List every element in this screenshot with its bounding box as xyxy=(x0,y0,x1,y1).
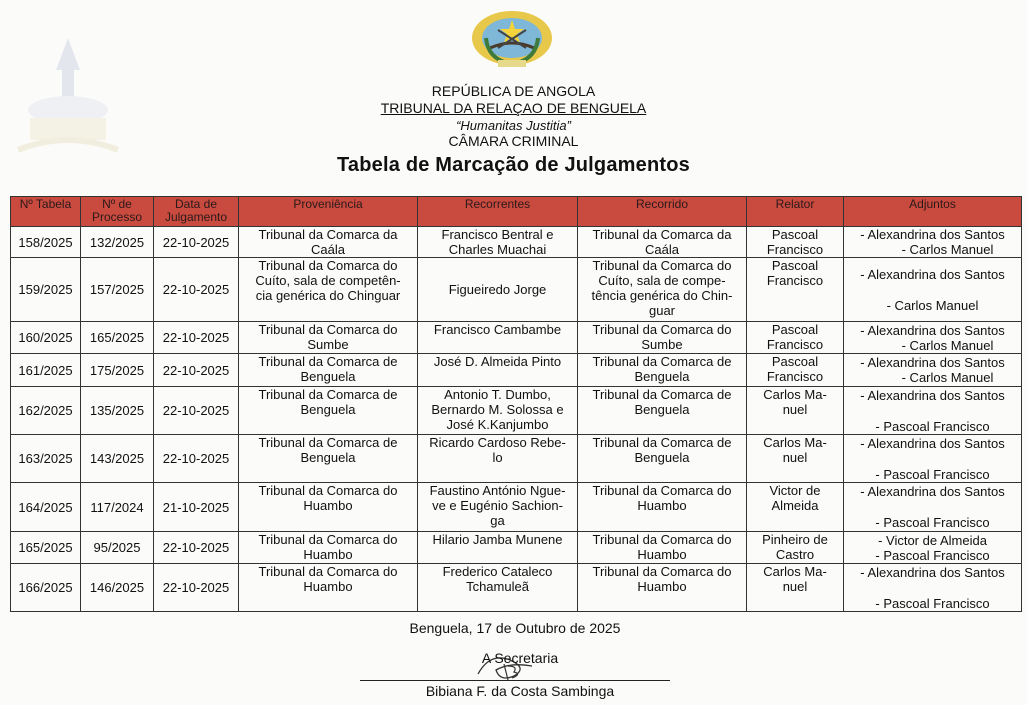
chamber-name: CÂMARA CRIMINAL xyxy=(448,133,579,149)
cell-adjuntos xyxy=(844,227,1022,258)
cell-relator xyxy=(747,435,844,483)
cell-proveniencia-line: Tribunal da Comarca do xyxy=(258,564,398,579)
cell-recorrentes xyxy=(418,564,578,612)
cell-recorrentes-line: Francisco Cambambe xyxy=(433,322,562,337)
cell-recorrentes-line: Bernardo M. Solossa e xyxy=(431,402,564,417)
cell-recorrido xyxy=(578,227,747,258)
cell-recorrido-line: Huambo xyxy=(637,579,687,594)
cell-proveniencia xyxy=(239,435,418,483)
table-row xyxy=(11,322,1022,354)
cell-data: 22-10-2025 xyxy=(154,532,239,564)
cell-relator-line: Francisco xyxy=(766,337,824,352)
cell-recorrido-line: tência genérica do Chin- xyxy=(591,288,733,303)
cell-proveniencia-line: cia genérica do Chinguar xyxy=(255,288,401,303)
adjunto-name: - Carlos Manuel xyxy=(901,242,994,257)
cell-proveniencia-line: Tribunal da Comarca do xyxy=(258,483,398,498)
cell-proveniencia-line: Tribunal da Comarca do xyxy=(258,532,398,547)
col-header-recorrido: Recorrido xyxy=(578,197,747,227)
cell-proveniencia xyxy=(239,564,418,612)
cell-processo: 143/2025 xyxy=(81,435,154,483)
cell-adjuntos xyxy=(844,483,1022,532)
cell-relator-line: nuel xyxy=(782,450,808,465)
cell-proveniencia-line: Tribunal da Comarca de xyxy=(258,387,398,402)
cell-recorrido-line: Tribunal da Comarca do xyxy=(592,532,732,547)
cell-proveniencia xyxy=(239,354,418,387)
schedule-table xyxy=(10,196,1022,612)
cell-recorrentes-line: José D. Almeida Pinto xyxy=(433,354,562,369)
table-row xyxy=(11,227,1022,258)
cell-processo: 135/2025 xyxy=(81,387,154,435)
cell-relator xyxy=(747,227,844,258)
cell-proveniencia xyxy=(239,322,418,354)
angola-emblem-icon xyxy=(468,8,556,70)
cell-data: 22-10-2025 xyxy=(154,258,239,322)
cell-proveniencia-line: Tribunal da Comarca de xyxy=(258,354,398,369)
cell-recorrentes xyxy=(418,227,578,258)
cell-recorrido-line: Caála xyxy=(645,242,679,257)
cell-data: 22-10-2025 xyxy=(154,564,239,612)
cell-proveniencia-line: Cuíto, sala de competên- xyxy=(255,273,401,288)
cell-recorrido-line: guar xyxy=(648,303,676,318)
cell-proveniencia-line: Tribunal da Comarca do xyxy=(258,322,398,337)
cell-recorrentes xyxy=(418,354,578,387)
cell-recorrido-line: Tribunal da Comarca de xyxy=(592,354,732,369)
adjunto-name: - Alexandrina dos Santos xyxy=(860,387,1005,403)
cell-recorrentes-line: lo xyxy=(492,450,503,465)
cell-proveniencia-line: Sumbe xyxy=(307,337,349,352)
cell-relator-line: nuel xyxy=(782,402,808,417)
adjunto-name: - Alexandrina dos Santos xyxy=(860,484,1005,499)
cell-recorrido xyxy=(578,564,747,612)
cell-recorrido-line: Tribunal da Comarca do xyxy=(592,322,732,337)
cell-recorrido-line: Tribunal da Comarca da xyxy=(592,227,732,242)
cell-recorrido-line: Tribunal da Comarca do xyxy=(592,483,732,498)
cell-proveniencia xyxy=(239,532,418,564)
page-title: Tabela de Marcação de Julgamentos xyxy=(336,154,691,176)
cell-recorrido xyxy=(578,354,747,387)
col-header-tabela: Nº Tabela xyxy=(11,197,81,227)
court-motto: “Humanitas Justitia” xyxy=(456,118,571,133)
cell-recorrentes-line: Charles Muachai xyxy=(448,242,547,257)
cell-recorrido-line: Tribunal da Comarca do xyxy=(592,564,732,579)
cell-tabela: 166/2025 xyxy=(11,564,81,612)
cell-data: 22-10-2025 xyxy=(154,387,239,435)
cell-recorrentes-line: ve e Eugénio Sachion- xyxy=(432,498,563,513)
cell-relator-line: Pinheiro de xyxy=(762,532,828,547)
cell-relator-line: Carlos Ma- xyxy=(763,435,827,450)
cell-processo: 117/2024 xyxy=(81,483,154,532)
cell-proveniencia-line: Tribunal da Comarca de xyxy=(258,435,398,450)
cell-proveniencia-line: Benguela xyxy=(300,402,356,417)
table-row xyxy=(11,387,1022,435)
cell-recorrentes-line: Faustino António Ngue- xyxy=(429,483,566,498)
cell-recorrido-line: Cuíto, sala de compe- xyxy=(598,273,726,288)
cell-recorrido xyxy=(578,322,747,354)
cell-relator-line: Pascoal xyxy=(771,227,819,242)
cell-processo: 157/2025 xyxy=(81,258,154,322)
cell-adjuntos xyxy=(844,354,1022,387)
cell-recorrido-line: Benguela xyxy=(634,369,690,384)
cell-relator-line: Almeida xyxy=(771,498,819,513)
adjunto-name: - Pascoal Francisco xyxy=(875,418,990,434)
adjunto-name: - Pascoal Francisco xyxy=(875,466,990,482)
cell-adjuntos xyxy=(844,435,1022,483)
cell-relator-line: Francisco xyxy=(766,273,824,288)
cell-recorrentes-line: Hilario Jamba Munene xyxy=(432,532,563,547)
cell-adjuntos xyxy=(844,322,1022,354)
col-header-adjuntos: Adjuntos xyxy=(844,197,1022,227)
cell-relator-line: Pascoal xyxy=(771,354,819,369)
cell-recorrentes-line: Francisco Bentral e xyxy=(441,227,554,242)
cell-data: 22-10-2025 xyxy=(154,322,239,354)
cell-proveniencia-line: Benguela xyxy=(300,450,356,465)
cell-recorrentes xyxy=(418,483,578,532)
cell-relator xyxy=(747,258,844,322)
cell-recorrentes-line: José K.Kanjumbo xyxy=(446,417,549,432)
cell-recorrido-line: Huambo xyxy=(637,547,687,562)
cell-recorrentes-line: Tchamuleã xyxy=(466,579,529,594)
cell-relator-line: Carlos Ma- xyxy=(763,564,827,579)
cell-relator-line: nuel xyxy=(782,579,808,594)
cell-relator-line: Francisco xyxy=(766,369,824,384)
cell-proveniencia xyxy=(239,227,418,258)
table-row xyxy=(11,258,1022,322)
col-header-relator: Relator xyxy=(747,197,844,227)
cell-adjuntos xyxy=(844,532,1022,564)
cell-recorrido xyxy=(578,387,747,435)
signature-line xyxy=(360,680,670,681)
cell-recorrentes xyxy=(418,258,578,322)
cell-relator-line: Pascoal xyxy=(771,258,819,273)
cell-proveniencia-line: Benguela xyxy=(300,369,356,384)
cell-recorrido-line: Tribunal da Comarca do xyxy=(592,258,732,273)
cell-recorrido-line: Benguela xyxy=(634,450,690,465)
col-header-processo: Nº de Processo xyxy=(81,197,154,227)
cell-adjuntos xyxy=(844,564,1022,612)
cell-adjuntos xyxy=(844,387,1022,435)
cell-data: 22-10-2025 xyxy=(154,435,239,483)
cell-processo: 175/2025 xyxy=(81,354,154,387)
cell-relator xyxy=(747,387,844,435)
cell-relator-line: Carlos Ma- xyxy=(763,387,827,402)
cell-relator-line: Francisco xyxy=(766,242,824,257)
adjunto-name: - Carlos Manuel xyxy=(901,370,994,385)
cell-recorrido-line: Sumbe xyxy=(641,337,683,352)
cell-proveniencia-line: Tribunal da Comarca da xyxy=(258,227,398,242)
cell-relator xyxy=(747,483,844,532)
cell-proveniencia-line: Tribunal da Comarca do xyxy=(258,258,398,273)
table-row xyxy=(11,354,1022,387)
cell-tabela: 160/2025 xyxy=(11,322,81,354)
cell-recorrido xyxy=(578,483,747,532)
adjunto-name: - Alexandrina dos Santos xyxy=(860,435,1005,451)
cell-proveniencia xyxy=(239,483,418,532)
cell-recorrido-line: Benguela xyxy=(634,402,690,417)
table-row xyxy=(11,564,1022,612)
cell-recorrido xyxy=(578,258,747,322)
cell-relator-line: Castro xyxy=(775,547,815,562)
cell-adjuntos xyxy=(844,258,1022,322)
adjunto-name: - Alexandrina dos Santos xyxy=(860,355,1005,370)
cell-processo: 165/2025 xyxy=(81,322,154,354)
adjunto-name: - Pascoal Francisco xyxy=(875,595,990,611)
cell-tabela: 158/2025 xyxy=(11,227,81,258)
cell-recorrentes-line: Ricardo Cardoso Rebe- xyxy=(429,435,566,450)
col-header-proveniencia: Proveniência xyxy=(239,197,418,227)
adjunto-name: - Alexandrina dos Santos xyxy=(860,322,1005,338)
cell-recorrido-line: Huambo xyxy=(637,498,687,513)
adjunto-name: - Victor de Almeida xyxy=(878,532,987,548)
cell-proveniencia-line: Huambo xyxy=(303,547,353,562)
adjunto-name: - Alexandrina dos Santos xyxy=(860,227,1005,242)
cell-recorrido xyxy=(578,532,747,564)
cell-data: 22-10-2025 xyxy=(154,354,239,387)
cell-tabela: 162/2025 xyxy=(11,387,81,435)
cell-proveniencia xyxy=(239,387,418,435)
cell-recorrentes xyxy=(418,435,578,483)
cell-recorrentes xyxy=(418,322,578,354)
adjunto-name: - Carlos Manuel xyxy=(901,337,994,353)
cell-tabela: 164/2025 xyxy=(11,483,81,532)
cell-relator xyxy=(747,322,844,354)
col-header-data: Data de Julgamento xyxy=(154,197,239,227)
col-header-recorrentes: Recorrentes xyxy=(418,197,578,227)
cell-tabela: 159/2025 xyxy=(11,258,81,322)
cell-recorrentes-line: Frederico Cataleco xyxy=(442,564,553,579)
signatory-name: Bibiana F. da Costa Sambinga xyxy=(425,683,615,699)
cell-tabela: 163/2025 xyxy=(11,435,81,483)
cell-processo: 146/2025 xyxy=(81,564,154,612)
table-row xyxy=(11,483,1022,532)
cell-recorrido xyxy=(578,435,747,483)
cell-relator xyxy=(747,354,844,387)
cell-relator-line: Pascoal xyxy=(771,322,819,337)
republic-title: REPÚBLICA DE ANGOLA xyxy=(431,83,596,99)
cell-recorrentes-line: ga xyxy=(490,513,505,528)
cell-relator-line: Victor de xyxy=(769,483,821,498)
table-header-row xyxy=(11,197,1022,227)
adjunto-name: - Alexandrina dos Santos xyxy=(860,266,1005,282)
cell-recorrentes-line: Antonio T. Dumbo, xyxy=(444,387,551,402)
signatory-role: A Secretaria xyxy=(481,650,559,666)
cell-recorrido-line: Tribunal da Comarca de xyxy=(592,435,732,450)
place-date: Benguela, 17 de Outubro de 2025 xyxy=(409,620,621,636)
court-name: TRIBUNAL DA RELAÇAO DE BENGUELA xyxy=(380,100,647,116)
cell-tabela: 161/2025 xyxy=(11,354,81,387)
cell-proveniencia-line: Huambo xyxy=(303,579,353,594)
cell-processo: 132/2025 xyxy=(81,227,154,258)
cell-processo: 95/2025 xyxy=(81,532,154,564)
cell-data: 21-10-2025 xyxy=(154,483,239,532)
cell-recorrentes-line: Figueiredo Jorge xyxy=(448,282,547,297)
cell-proveniencia-line: Huambo xyxy=(303,498,353,513)
cell-relator xyxy=(747,532,844,564)
adjunto-name: - Pascoal Francisco xyxy=(875,547,990,563)
cell-recorrido-line: Tribunal da Comarca de xyxy=(592,387,732,402)
cell-recorrentes xyxy=(418,532,578,564)
adjunto-name: - Alexandrina dos Santos xyxy=(860,564,1005,580)
cell-relator xyxy=(747,564,844,612)
cell-proveniencia xyxy=(239,258,418,322)
cell-tabela: 165/2025 xyxy=(11,532,81,564)
cell-recorrentes xyxy=(418,387,578,435)
adjunto-name: - Carlos Manuel xyxy=(886,297,979,313)
table-row xyxy=(11,532,1022,564)
cell-proveniencia-line: Caála xyxy=(311,242,345,257)
cell-data: 22-10-2025 xyxy=(154,227,239,258)
table-row xyxy=(11,435,1022,483)
adjunto-name: - Pascoal Francisco xyxy=(875,515,990,530)
